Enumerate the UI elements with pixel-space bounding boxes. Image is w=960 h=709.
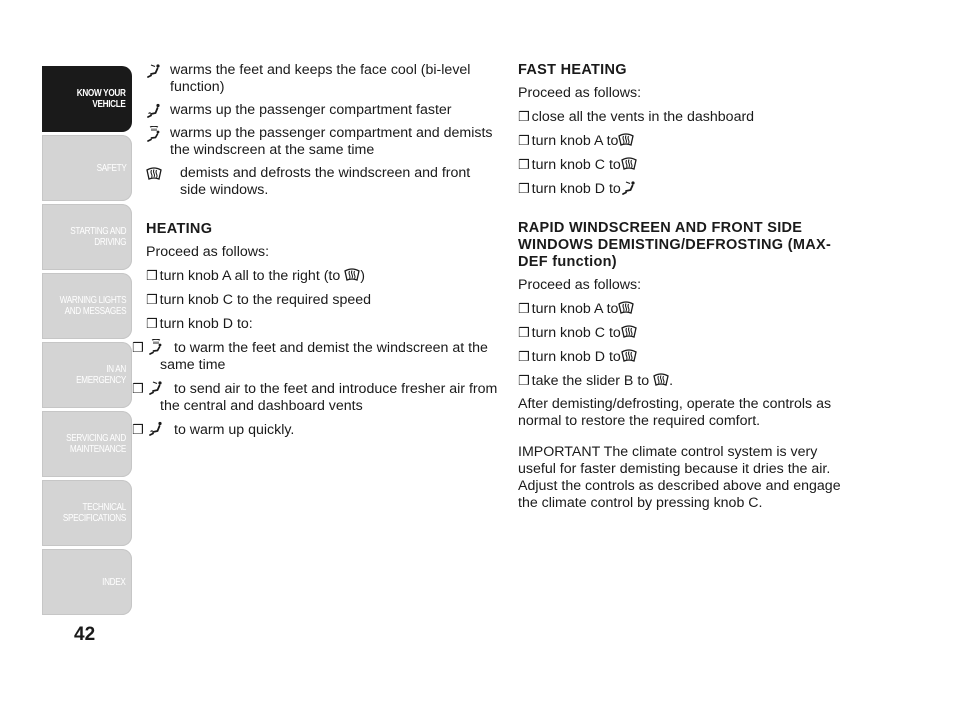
feet-face-icon [148, 380, 164, 396]
rapid-step-1: ❒ turn knob A to [518, 300, 848, 318]
feet-icon [148, 421, 164, 437]
feet-face-icon [621, 180, 637, 196]
section-heading-heating: HEATING [146, 221, 213, 237]
rapid-step-2: ❒ turn knob C to [518, 324, 848, 342]
rapid-intro: Proceed as follows: [518, 277, 642, 293]
fast-step-3: ❒ turn knob C to [518, 156, 848, 174]
tab-know-your-vehicle[interactable] [42, 66, 132, 132]
tab-in-an-emergency[interactable] [42, 342, 132, 408]
tab-starting-and-driving[interactable] [42, 204, 132, 270]
heating-step-1: ❒ turn knob A all to the right (to ) [146, 268, 365, 284]
tab-safety[interactable] [42, 135, 132, 201]
feet-face-icon [146, 62, 170, 79]
rapid-step-3: ❒ turn knob D to [518, 348, 848, 366]
feet-icon [146, 102, 170, 119]
windscreen-defrost-icon [621, 324, 637, 340]
mode-item [146, 102, 498, 119]
checkbox-bullet: ❒ [518, 301, 530, 316]
mode-description: warms the feet and keeps the face cool (bi-level function) [170, 62, 471, 95]
tab-index[interactable] [42, 549, 132, 615]
fast-intro: Proceed as follows: [518, 85, 642, 101]
windscreen-defrost-icon [618, 300, 634, 316]
mode-description: warms up the passenger compartment and demists the windscreen at the same time [170, 125, 493, 158]
left-column [132, 62, 498, 439]
tab-servicing[interactable] [42, 411, 132, 477]
tab-label: IN AN EMERGENCY [76, 364, 126, 386]
mode-item [146, 62, 498, 96]
heating-intro: Proceed as follows: [146, 244, 270, 260]
tab-label: SERVICING AND MAINTENANCE [66, 433, 126, 455]
checkbox-bullet: ❒ [518, 133, 530, 148]
tab-label: TECHNICAL SPECIFICATIONS [62, 502, 126, 524]
checkbox-bullet: ❒ [518, 373, 530, 388]
checkbox-bullet: ❒ [518, 109, 530, 124]
important-note: IMPORTANT The climate control system is very useful for faster demisting because it dries the air. Adjust the controls as described above and engage the climate control by pressing knob C. [518, 444, 841, 511]
tab-label: STARTING AND DRIVING [70, 226, 126, 248]
heating-step-3: ❒ turn knob D to: [146, 316, 253, 332]
mode-description: demists and defrosts the windscreen and front side windows. [180, 165, 471, 198]
windscreen-defrost-icon [344, 267, 360, 283]
checkbox-bullet: ❒ [146, 268, 158, 283]
checkbox-bullet: ❒ [518, 349, 530, 364]
tab-label: INDEX [102, 576, 126, 588]
tab-label: SAFETY [96, 162, 126, 174]
tab-label: WARNING LIGHTS AND MESSAGES [59, 295, 126, 317]
feet-windscreen-icon [146, 125, 170, 142]
fast-step-2: ❒ turn knob A to [518, 132, 848, 150]
checkbox-bullet: ❒ [146, 316, 158, 331]
windscreen-defrost-icon [146, 165, 180, 182]
heating-substep-2: ❒ to send air to the feet and introduce fresher air from the central and dashboard vents [132, 381, 498, 414]
windscreen-defrost-icon [618, 132, 634, 148]
tab-label: KNOW YOUR VEHICLE [77, 88, 126, 110]
heating-substep-3: ❒ to warm up quickly. [132, 422, 295, 438]
right-column [518, 62, 848, 512]
windscreen-defrost-icon [621, 156, 637, 172]
mode-item [146, 165, 498, 199]
tab-technical-specs[interactable] [42, 480, 132, 546]
checkbox-bullet: ❒ [518, 325, 530, 340]
checkbox-bullet: ❒ [518, 157, 530, 172]
fast-step-1: ❒ close all the vents in the dashboard [518, 109, 755, 125]
feet-windscreen-icon [148, 339, 164, 355]
mode-item [146, 125, 498, 159]
windscreen-defrost-icon [653, 372, 669, 388]
mode-description: warms up the passenger compartment faster [170, 102, 452, 118]
page-number: 42 [74, 624, 96, 645]
heating-step-2: ❒ turn knob C to the required speed [146, 292, 372, 308]
checkbox-bullet: ❒ [518, 181, 530, 196]
after-demisting-note: After demisting/defrosting, operate the controls as normal to restore the required comfort. [518, 396, 832, 429]
fast-step-4: ❒ turn knob D to [518, 180, 848, 198]
heating-substep-1: ❒ to warm the feet and demist the windscreen at the same time [132, 340, 488, 373]
section-heading-max-def: RAPID WINDSCREEN AND FRONT SIDE WINDOWS DEMISTING/DEFROSTING (MAX-DEF function) [518, 220, 832, 270]
section-heading-fast-heating: FAST HEATING [518, 62, 627, 78]
checkbox-bullet: ❒ [146, 292, 158, 307]
rapid-step-4: ❒ take the slider B to . [518, 373, 674, 389]
windscreen-defrost-icon [621, 348, 637, 364]
tab-warning-lights[interactable] [42, 273, 132, 339]
